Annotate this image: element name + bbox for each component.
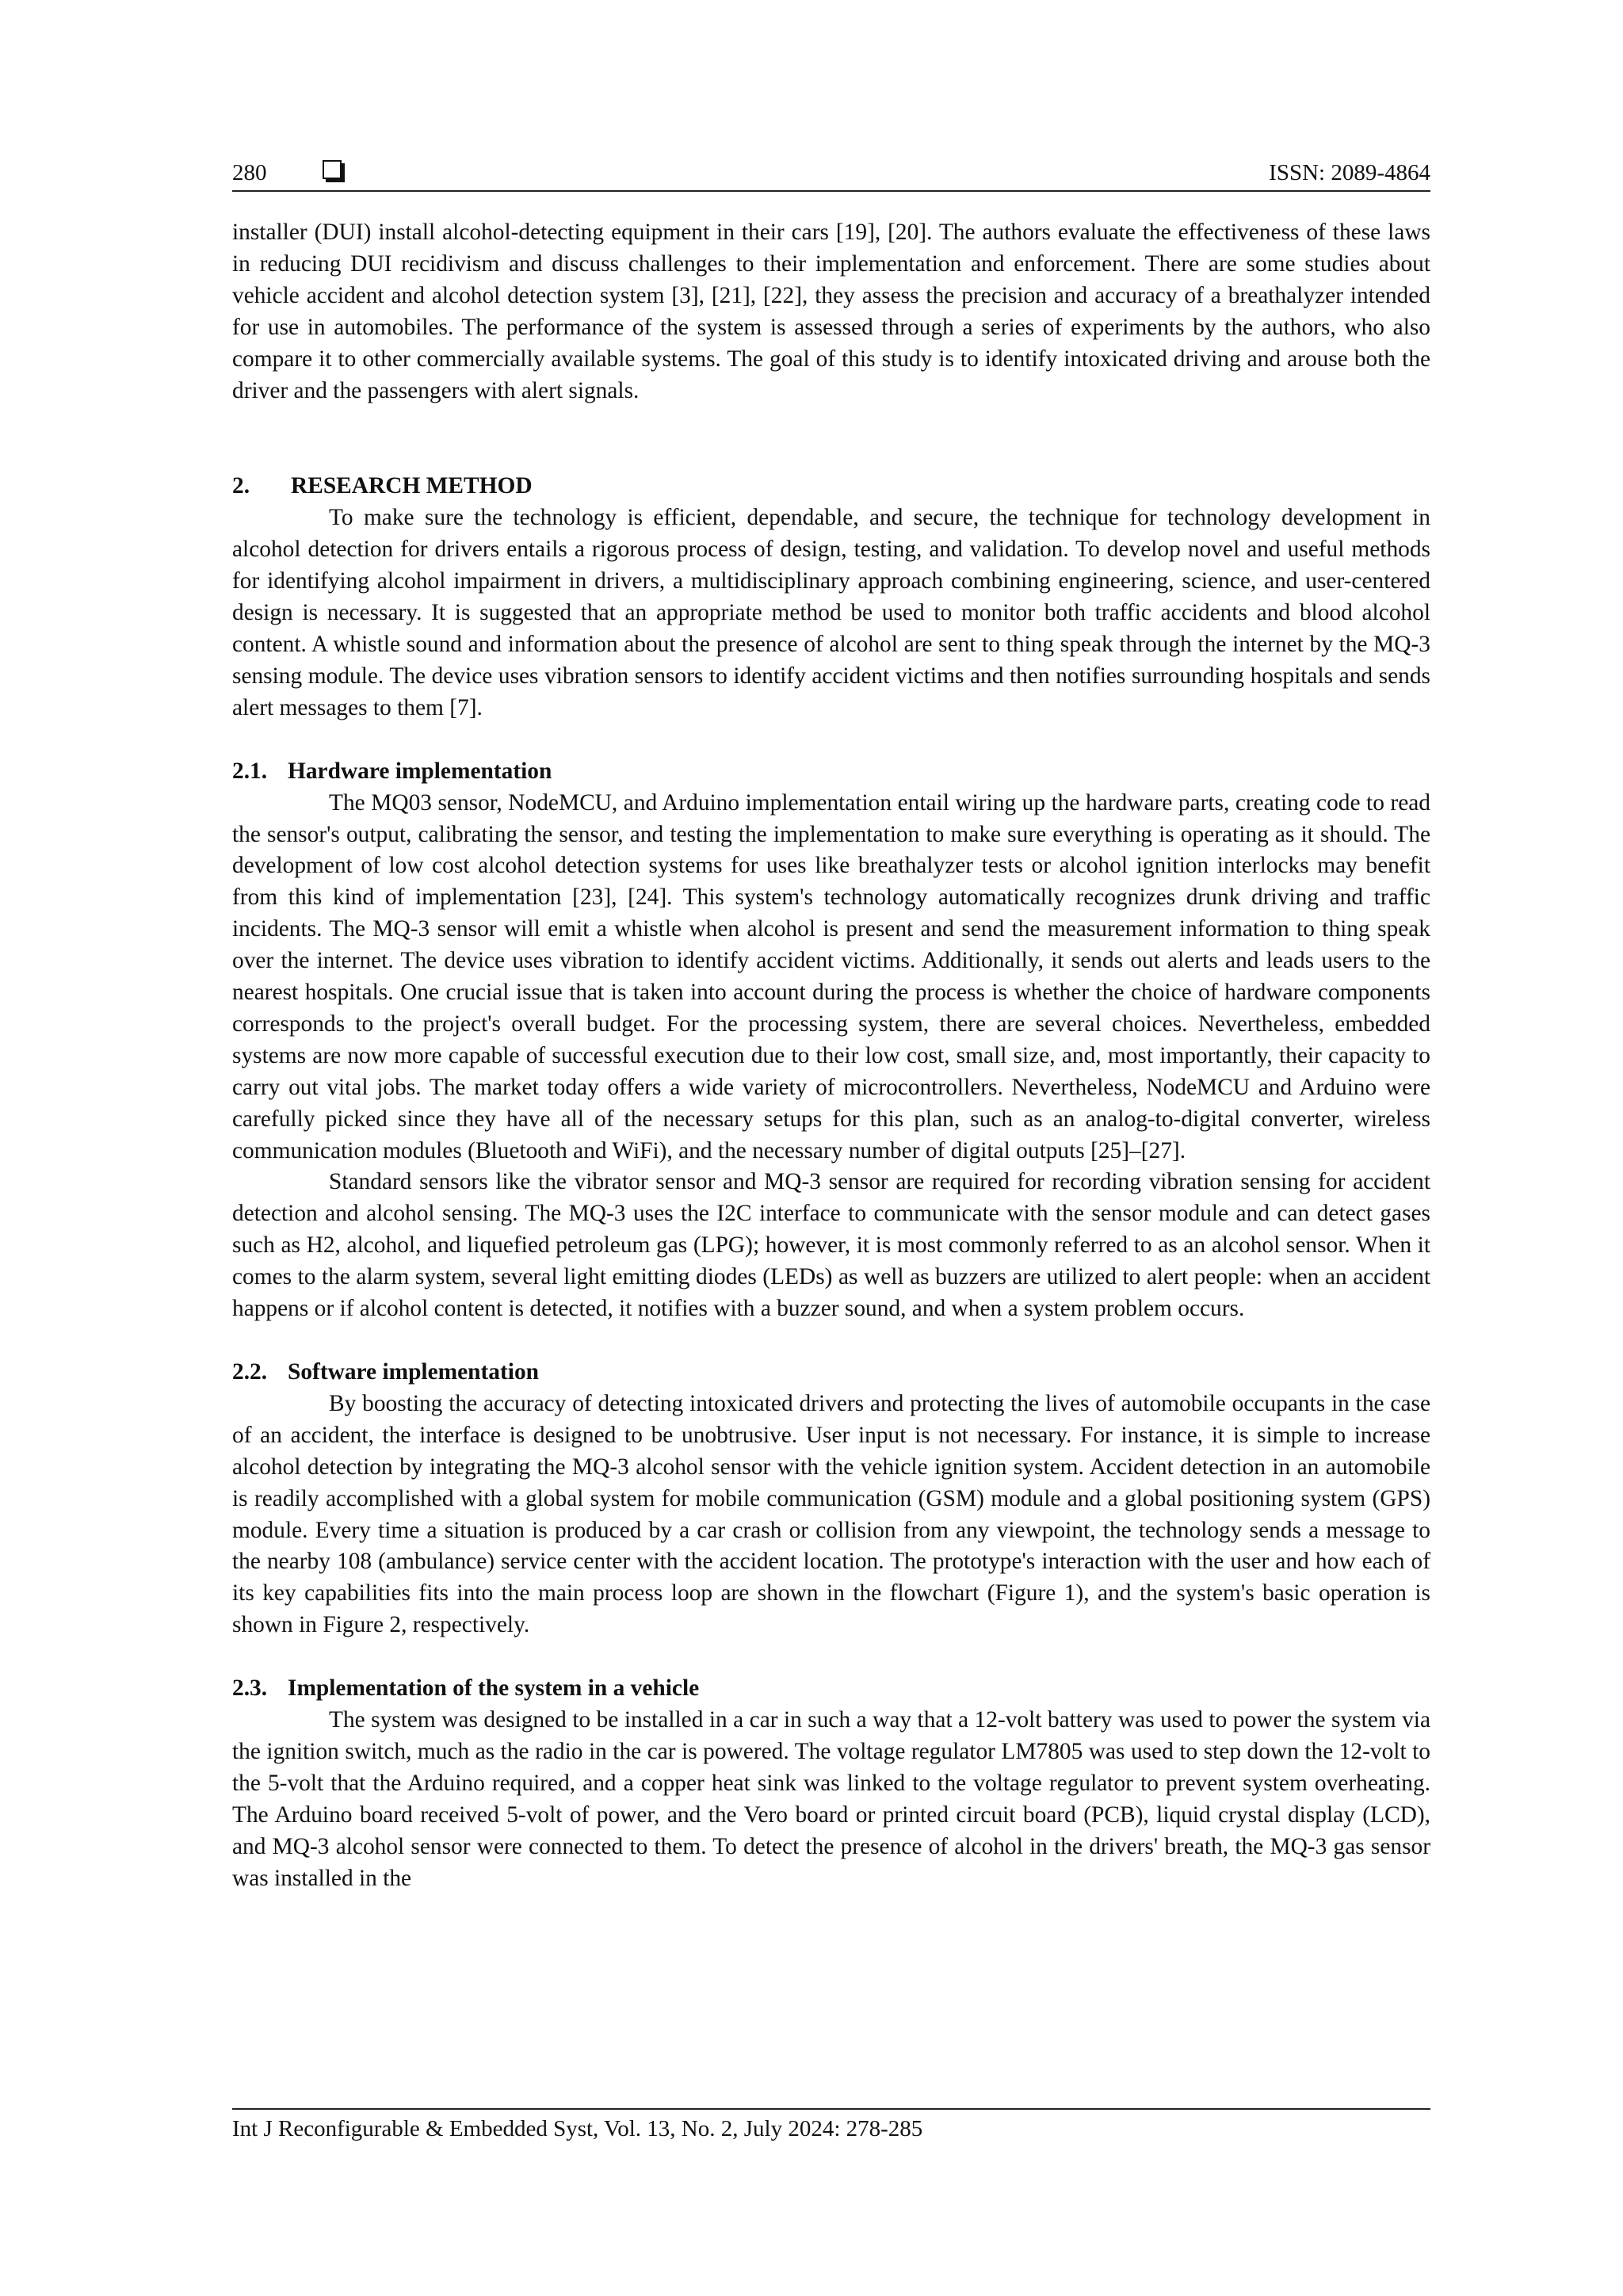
subsection-title: Implementation of the system in a vehicle: [288, 1675, 700, 1702]
subsection-title: Hardware implementation: [288, 758, 552, 784]
section-title: RESEARCH METHOD: [291, 473, 533, 499]
section-number: 2.: [232, 473, 250, 499]
subsection-heading-software: [232, 1357, 1430, 1389]
page-body: [232, 217, 1430, 1895]
hardware-paragraph-2: Standard sensors like the vibrator sensor and MQ-3 sensor are required for recording vibration sensing for accident detection and alcohol sensing. The MQ-3 uses the I2C interface to communicate with the sensor module and can detect gases such as H2, alcohol, and liquefied petroleum gas (LPG); however, it is most commonly referred to as an alcohol sensor. When it comes to the alarm system, several light emitting diodes (LEDs) as well as buzzers are utilized to alert people: when an accident happens or if alcohol content is detected, it notifies with a buzzer sound, and when a system problem occurs.: [232, 1169, 1430, 1322]
hardware-paragraph-1: The MQ03 sensor, NodeMCU, and Arduino implementation entail wiring up the hardware parts, creating code to read the sensor's output, calibrating the sensor, and testing the implementation to make sure everything is operating as it should. The development of low cost alcohol detection systems for uses like breathalyzer tests or alcohol ignition interlocks may benefit from this kind of implementation [23], [24]. This system's technology automatically recognizes drunk driving and traffic incidents. The MQ-3 sensor will emit a whistle when alcohol is present and send the measurement information to thing speak over the internet. The device uses vibration to identify accident victims. Additionally, it sends out alerts and leads users to the nearest hospitals. One crucial issue that is taken into account during the process is whether the choice of hardware components corresponds to the project's overall budget. For the processing system, there are several choices. Nevertheless, embedded systems are now more capable of successful execution due to their low cost, small size, and, most importantly, their capacity to carry out vital jobs. The market today offers a wide variety of microcontrollers. Nevertheless, NodeMCU and Arduino were carefully picked since they have all of the necessary setups for this plan, such as an analog-to-digital converter, wireless communication modules (Bluetooth and WiFi), and the necessary number of digital outputs [25]–[27].: [232, 789, 1430, 1163]
vehicle-paragraph: The system was designed to be installed in a car in such a way that a 12-volt battery was used to power the system via the ignition switch, much as the radio in the car is powered. The voltage regulator LM7805 was used to step down the 12-volt to the 5-volt that the Arduino required, and a copper heat sink was linked to the voltage regulator to prevent system overheating. The Arduino board received 5-volt of power, and the Vero board or printed circuit board (PCB), liquid crystal display (LCD), and MQ-3 alcohol sensor were connected to them. To detect the presence of alcohol in the drivers' breath, the MQ-3 gas sensor was installed in the: [232, 1707, 1430, 1891]
subsection-number: 2.1.: [232, 758, 268, 784]
subsection-heading-vehicle: [232, 1673, 1430, 1705]
journal-citation: Int J Reconfigurable & Embedded Syst, Vol. 13, No. 2, July 2024: 278-285: [232, 2116, 923, 2141]
subsection-title: Software implementation: [288, 1359, 539, 1385]
page-footer: [232, 2108, 1430, 2145]
subsection-heading-hardware: [232, 756, 1430, 788]
checkbox-square-icon: [323, 160, 342, 179]
section-heading-research-method: [232, 471, 1430, 502]
page-header: [232, 155, 1430, 192]
subsection-number: 2.3.: [232, 1675, 268, 1702]
software-paragraph: By boosting the accuracy of detecting intoxicated drivers and protecting the lives of automobile occupants in the case of an accident, the interface is designed to be unobtrusive. User input is not necessary. For instance, it is simple to increase alcohol detection by integrating the MQ-3 alcohol sensor with the vehicle ignition system. Accident detection in an automobile is readily accomplished with a global system for mobile communication (GSM) module and a global positioning system (GPS) module. Every time a situation is produced by a car crash or collision from any viewpoint, the technology sends a message to the nearby 108 (ambulance) service center with the accident location. The prototype's interaction with the user and how each of its key capabilities fits into the main process loop are shown in the flowchart (Figure 1), and the system's basic operation is shown in Figure 2, respectively.: [232, 1390, 1430, 1638]
issn: ISSN: 2089-4864: [1269, 160, 1430, 185]
research-method-paragraph: To make sure the technology is efficient, dependable, and secure, the technique for technology development in alcohol detection for drivers entails a rigorous process of design, testing, and validation. To develop novel and useful methods for identifying alcohol impairment in drivers, a multidisciplinary approach combining engineering, science, and user-centered design is necessary. It is suggested that an appropriate method be used to monitor both traffic accidents and blood alcohol content. A whistle sound and information about the presence of alcohol are sent to thing speak through the internet by the MQ-3 sensing module. The device uses vibration sensors to identify accident victims and then notifies surrounding hospitals and sends alert messages to them [7].: [232, 505, 1430, 720]
intro-paragraph: installer (DUI) install alcohol-detecting equipment in their cars [19], [20]. The authors evaluate the effectiveness of these laws in reducing DUI recidivism and discuss challenges to their implementation and enforcement. There are some studies about vehicle accident and alcohol detection system [3], [21], [22], they assess the precision and accuracy of a breathalyzer intended for use in automobiles. The performance of the system is assessed through a series of experiments by the authors, who also compare it to other commercially available systems. The goal of this study is to identify intoxicated driving and arouse both the driver and the passengers with alert signals.: [232, 220, 1430, 403]
subsection-number: 2.2.: [232, 1359, 268, 1385]
page-number: 280: [232, 160, 267, 185]
